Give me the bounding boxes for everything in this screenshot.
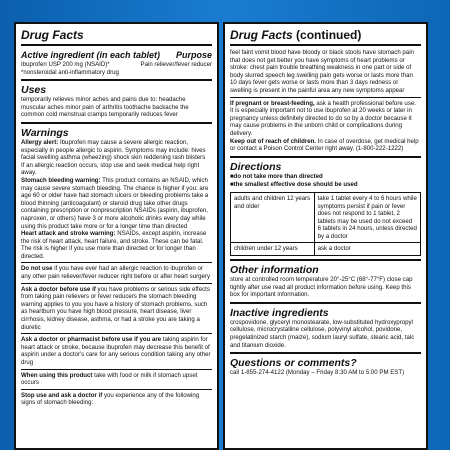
nsaid-footnote: *nonsteroidal anti-inflammatory drug — [21, 68, 119, 76]
warnings-heading: Warnings — [21, 126, 69, 139]
dose-instructions-children: ask a doctor — [314, 243, 420, 256]
drug-facts-title-right: Drug Facts — [230, 28, 293, 42]
ask-pharmacist-label: Ask a doctor or pharmacist before use if you are — [21, 336, 162, 344]
stop-use-continued-text: feel faint vomit blood have bloody or black stools have stomach pain that does not get better you have symptoms of heart problems or stroke: chest pain trouble breathing weakness in one part or side of body slurred speech leg swelling pain gets worse or lasts more than 10 days fever gets worse or lasts more than 3 days redness or swelling is present in the painful area any new symptoms appear — [230, 49, 421, 98]
stomach-bleeding-text: This product contains an NSAID, which may cause severe stomach bleeding. The chance is higher if you: are age 60 or older have had stomach ulcers or bleeding problems take a blood thinning (anticoagulant) or steroid drug take other drugs containing prescription or nonprescription NSAIDs (aspirin, ibuprofen, naproxen, or others) have 3 or more alcoholic drinks every day while using this product take more or for a longer time than directed — [21, 176, 209, 230]
allergy-alert-text: Ibuprofen may cause a severe allergic reaction, especially in people allergic to aspirin. Symptoms may include: hives facial swelling asthma (wheezing) shock skin reddening rash blisters — [21, 138, 206, 162]
do-not-use-text: if you have ever had an allergic reaction to ibuprofen or any other pain reliever/fever reducer right before or after heart surgery — [21, 265, 211, 281]
drug-facts-continued-title — [230, 28, 421, 46]
questions-section — [230, 352, 421, 377]
warnings-section — [21, 122, 212, 407]
purpose-value: Pain reliever/fever reducer — [140, 61, 212, 68]
directions-heading: Directions — [230, 160, 282, 173]
purpose-heading: Purpose — [175, 50, 212, 60]
when-using-label: When using this product — [21, 371, 93, 379]
directions-section — [230, 156, 421, 256]
heart-attack-label: Heart attack and stroke warning: — [21, 230, 116, 238]
directions-table — [230, 192, 421, 256]
inactive-ingredients-heading: Inactive ingredients — [230, 306, 329, 319]
pregnant-text: ask a health professional before use. It is especially important not to use ibuprofen at 20 weeks or later in pregnancy unless definitely directed to do so by a doctor because it may cause problems in the unborn child or complications during delivery. — [230, 99, 416, 137]
stop-use-text: you experience any of the following signs of stomach bleeding: — [21, 391, 200, 407]
directions-line-2: ■ the smallest effective dose should be used — [230, 181, 421, 190]
dose-group-children: children under 12 years — [231, 243, 315, 256]
table-row — [231, 192, 421, 243]
active-ingredient-value: Ibuprofen USP 200 mg (NSAID)* — [21, 61, 110, 68]
ask-doctor-text: you have problems or serious side effects from taking pain relievers or fever reducers the stomach bleeding warning applies to you you have a history of stomach problems, such as heartburn you have high blood pressure, heart disease, liver cirrhosis, kidney disease, asthma, or had a stroke you are taking a diuretic — [21, 285, 210, 331]
questions-heading: Questions or comments? — [230, 357, 357, 370]
other-information-heading: Other information — [230, 264, 319, 277]
drug-facts-left-panel — [14, 22, 219, 450]
dose-instructions-adults: take 1 tablet every 4 to 6 hours while symptoms persist if pain or fever does not respond to 1 tablet, 2 tablets may be used do not exceed 6 tablets in 24 hours, unless directed by a doctor — [314, 192, 420, 243]
keep-out-label: Keep out of reach of children. — [230, 137, 316, 145]
dose-group-adults: adults and children 12 years and older — [231, 192, 315, 243]
uses-text: temporarily relieves minor aches and pains due to: headache muscular aches minor pain of arthritis toothache backache the common cold menstrual cramps temporarily reduces fever — [21, 96, 189, 119]
active-ingredient-heading: Active ingredient (in each tablet) — [21, 50, 161, 60]
table-row — [231, 243, 421, 256]
inactive-ingredients-text: crospovidone, glyceryl monostearate, low-substituted hydroxypropyl cellulose, microcrystalline cellulose, polyvinyl alcohol, povidone, pregelatinized starch (maize), sodium lauryl sulfate, stearic acid, talc and titanium dioxide. — [230, 318, 415, 349]
directions-line-1: ■ do not take more than directed — [230, 173, 421, 182]
uses-section — [21, 79, 212, 119]
other-information-section — [230, 259, 421, 299]
questions-phone-text: call 1-855-274-4122 (Monday – Friday 8:30 AM to 5:00 PM EST) — [230, 369, 405, 377]
allergy-alert-label: Allergy alert: — [21, 138, 59, 146]
keep-out-text: In case of overdose, get medical help or contact a Poison Control Center right away. (1-800-222-1222) — [230, 137, 419, 153]
stop-use-label: Stop use and ask a doctor if — [21, 391, 103, 399]
inactive-ingredients-section — [230, 302, 421, 349]
other-information-text: store at controlled room temperature 20°-25°C (68°-77°F) close cap tightly after use read all product information before using. Keep this box for important information. — [230, 276, 413, 299]
drug-facts-right-panel — [223, 22, 428, 450]
ask-doctor-label: Ask a doctor before use if — [21, 285, 96, 293]
pregnant-label: If pregnant or breast-feeding, — [230, 99, 315, 107]
active-ingredient-section — [21, 49, 212, 76]
continued-label: (continued) — [296, 28, 362, 42]
when-using-text: take with food or milk if stomach upset occurs — [21, 371, 198, 387]
uses-heading: Uses — [21, 84, 47, 97]
stomach-bleeding-label: Stomach bleeding warning: — [21, 176, 101, 184]
heart-attack-text: NSAIDs, except aspirin, increase the risk of heart attack, heart failure, and stroke. These can be fatal. The risk is higher if you use more than directed or for longer than directed. — [21, 230, 207, 260]
do-not-use-label: Do not use — [21, 265, 53, 273]
ask-pharmacist-text: taking aspirin for heart attack or stroke, because ibuprofen may decrease this benefit of aspirin under a doctor's care for any serious condition taking any other drug — [21, 336, 211, 366]
drug-facts-title: Drug Facts — [21, 28, 212, 46]
allergy-stop-text: If an allergic reaction occurs, stop use and seek medical help right away. — [21, 161, 200, 177]
